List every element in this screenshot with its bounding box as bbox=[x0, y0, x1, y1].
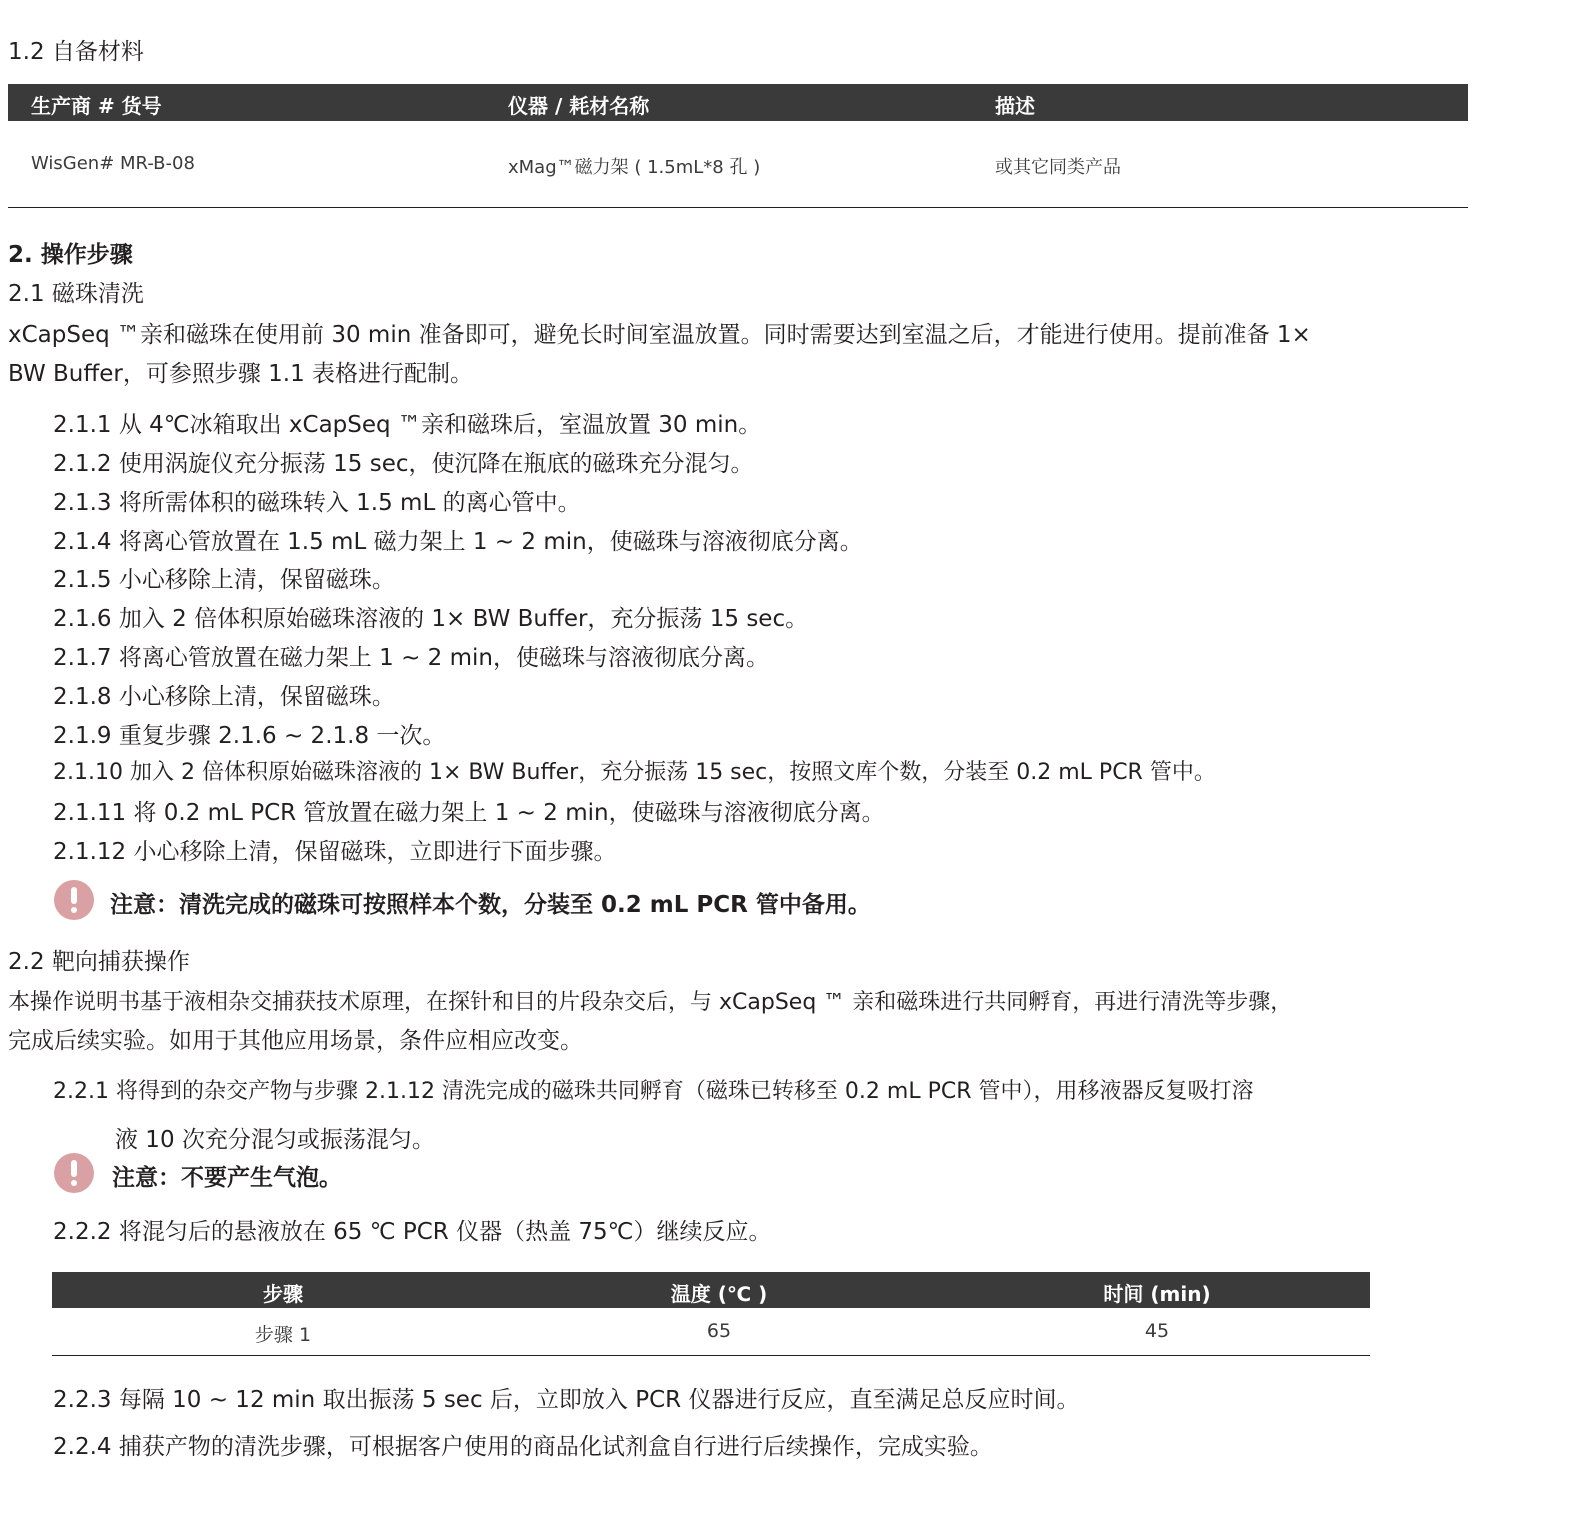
materials-table-bottom-rule bbox=[8, 207, 1468, 208]
conditions-header-time: 时间 (min) bbox=[1103, 1282, 1211, 1306]
materials-header-description: 描述 bbox=[995, 94, 1035, 118]
note-2-1: 注意：清洗完成的磁珠可按照样本个数，分装至 0.2 mL PCR 管中备用。 bbox=[110, 892, 871, 918]
note-2-2-1: 注意：不要产生气泡。 bbox=[112, 1165, 342, 1191]
conditions-cell-temperature: 65 bbox=[706, 1320, 732, 1342]
materials-cell-name: xMag™磁力架 ( 1.5mL*8 孔 ) bbox=[508, 157, 761, 178]
conditions-table-header bbox=[52, 1272, 1370, 1308]
paragraph-2-1-line-2: BW Buffer，可参照步骤 1.1 表格进行配制。 bbox=[8, 361, 474, 387]
materials-header-manufacturer: 生产商 # 货号 bbox=[31, 94, 162, 118]
step-2-2-4: 2.2.4 捕获产物的清洗步骤，可根据客户使用的商品化试剂盒自行进行后续操作，完成实验。 bbox=[53, 1434, 993, 1460]
step-2-1-10: 2.1.10 加入 2 倍体积原始磁珠溶液的 1× BW Buffer，充分振荡 15 sec，按照文库个数，分装至 0.2 mL PCR 管中。 bbox=[53, 760, 1216, 785]
section-2-2-heading: 2.2 靶向捕获操作 bbox=[8, 949, 190, 975]
step-2-1-3: 2.1.3 将所需体积的磁珠转入 1.5 mL 的离心管中。 bbox=[53, 490, 581, 516]
paragraph-2-2-line-2: 完成后续实验。如用于其他应用场景，条件应相应改变。 bbox=[8, 1028, 583, 1054]
conditions-table-bottom-rule bbox=[52, 1355, 1370, 1356]
step-2-2-3: 2.2.3 每隔 10 ~ 12 min 取出振荡 5 sec 后，立即放入 PCR 仪器进行反应，直至满足总反应时间。 bbox=[53, 1387, 1080, 1413]
step-2-1-7: 2.1.7 将离心管放置在磁力架上 1 ~ 2 min，使磁珠与溶液彻底分离。 bbox=[53, 645, 769, 671]
materials-header-name: 仪器 / 耗材名称 bbox=[508, 94, 650, 118]
step-2-1-2: 2.1.2 使用涡旋仪充分振荡 15 sec，使沉降在瓶底的磁珠充分混匀。 bbox=[53, 451, 754, 477]
materials-cell-description: 或其它同类产品 bbox=[995, 157, 1121, 178]
step-2-1-12: 2.1.12 小心移除上清，保留磁珠，立即进行下面步骤。 bbox=[53, 839, 617, 865]
materials-cell-catalog: WisGen# MR-B-08 bbox=[31, 153, 195, 174]
conditions-header-step: 步骤 bbox=[263, 1282, 303, 1306]
step-2-1-1: 2.1.1 从 4℃冰箱取出 xCapSeq ™亲和磁珠后，室温放置 30 min。 bbox=[53, 412, 762, 438]
section-2-heading: 2. 操作步骤 bbox=[8, 242, 133, 268]
step-2-2-1-line-2: 液 10 次充分混匀或振荡混匀。 bbox=[115, 1127, 435, 1153]
section-1-2-heading: 1.2 自备材料 bbox=[8, 39, 144, 65]
warning-icon bbox=[54, 1153, 94, 1193]
step-2-2-1-line-1: 2.2.1 将得到的杂交产物与步骤 2.1.12 清洗完成的磁珠共同孵育（磁珠已转移至 0.2 mL PCR 管中），用移液器反复吸打溶 bbox=[53, 1079, 1254, 1104]
step-2-1-8: 2.1.8 小心移除上清，保留磁珠。 bbox=[53, 684, 395, 710]
conditions-header-temperature: 温度 (℃ ) bbox=[670, 1282, 768, 1306]
section-2-1-heading: 2.1 磁珠清洗 bbox=[8, 281, 144, 307]
step-2-1-5: 2.1.5 小心移除上清，保留磁珠。 bbox=[53, 567, 395, 593]
paragraph-2-1-line-1: xCapSeq ™亲和磁珠在使用前 30 min 准备即可，避免长时间室温放置。同时需要达到室温之后，才能进行使用。提前准备 1× bbox=[8, 322, 1311, 348]
step-2-1-9: 2.1.9 重复步骤 2.1.6 ~ 2.1.8 一次。 bbox=[53, 723, 446, 749]
materials-table-header bbox=[8, 84, 1468, 121]
conditions-cell-step: 步骤 1 bbox=[254, 1324, 312, 1346]
step-2-1-6: 2.1.6 加入 2 倍体积原始磁珠溶液的 1× BW Buffer，充分振荡 15 sec。 bbox=[53, 606, 809, 632]
step-2-2-2: 2.2.2 将混匀后的悬液放在 65 ℃ PCR 仪器（热盖 75℃）继续反应。 bbox=[53, 1219, 772, 1245]
step-2-1-11: 2.1.11 将 0.2 mL PCR 管放置在磁力架上 1 ~ 2 min，使磁珠与溶液彻底分离。 bbox=[53, 800, 885, 826]
conditions-cell-time: 45 bbox=[1144, 1320, 1170, 1342]
step-2-1-4: 2.1.4 将离心管放置在 1.5 mL 磁力架上 1 ~ 2 min，使磁珠与溶液彻底分离。 bbox=[53, 529, 863, 555]
warning-icon bbox=[54, 880, 94, 920]
paragraph-2-2-line-1: 本操作说明书基于液相杂交捕获技术原理，在探针和目的片段杂交后，与 xCapSeq ™ 亲和磁珠进行共同孵育，再进行清洗等步骤， bbox=[8, 990, 1293, 1015]
